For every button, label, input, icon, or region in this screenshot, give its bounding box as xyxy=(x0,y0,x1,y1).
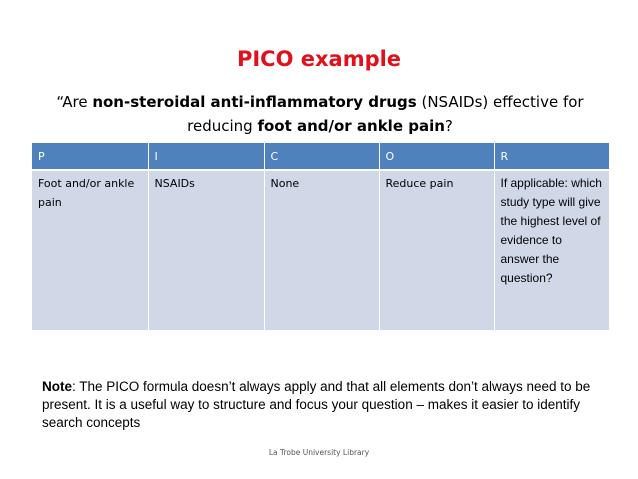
note-body: : The PICO formula doesn’t always apply and that all elements don’t always need to be present. It is a useful way to structure and focus your question – makes it easier to identify search concepts xyxy=(42,379,591,430)
question-middle: (NSAIDs) effective for reducing xyxy=(187,93,584,135)
header-c: C xyxy=(264,143,379,170)
pico-table xyxy=(32,143,609,330)
header-o: O xyxy=(379,143,494,170)
slide-title: PICO example xyxy=(236,47,402,71)
cell-population: Foot and/or ankle pain xyxy=(32,170,148,330)
header-r: R xyxy=(494,143,609,170)
header-p: P xyxy=(32,143,148,170)
pico-header-row xyxy=(32,143,609,170)
question-suffix: ? xyxy=(444,117,453,135)
note-text xyxy=(42,378,622,432)
note-label: Note xyxy=(42,379,72,394)
cell-research-type: If applicable: which study type will give the highest level of evidence to answer the question? xyxy=(494,170,609,330)
cell-comparison: None xyxy=(264,170,379,330)
cell-outcome: Reduce pain xyxy=(379,170,494,330)
footer-credit: La Trobe University Library xyxy=(268,448,370,457)
research-question xyxy=(30,90,610,138)
question-intervention: non-steroidal anti-inflammatory drugs xyxy=(92,93,417,111)
question-condition: foot and/or ankle pain xyxy=(257,117,445,135)
table-row xyxy=(32,170,609,330)
cell-intervention: NSAIDs xyxy=(148,170,264,330)
question-prefix: “Are xyxy=(56,93,93,111)
header-i: I xyxy=(148,143,264,170)
